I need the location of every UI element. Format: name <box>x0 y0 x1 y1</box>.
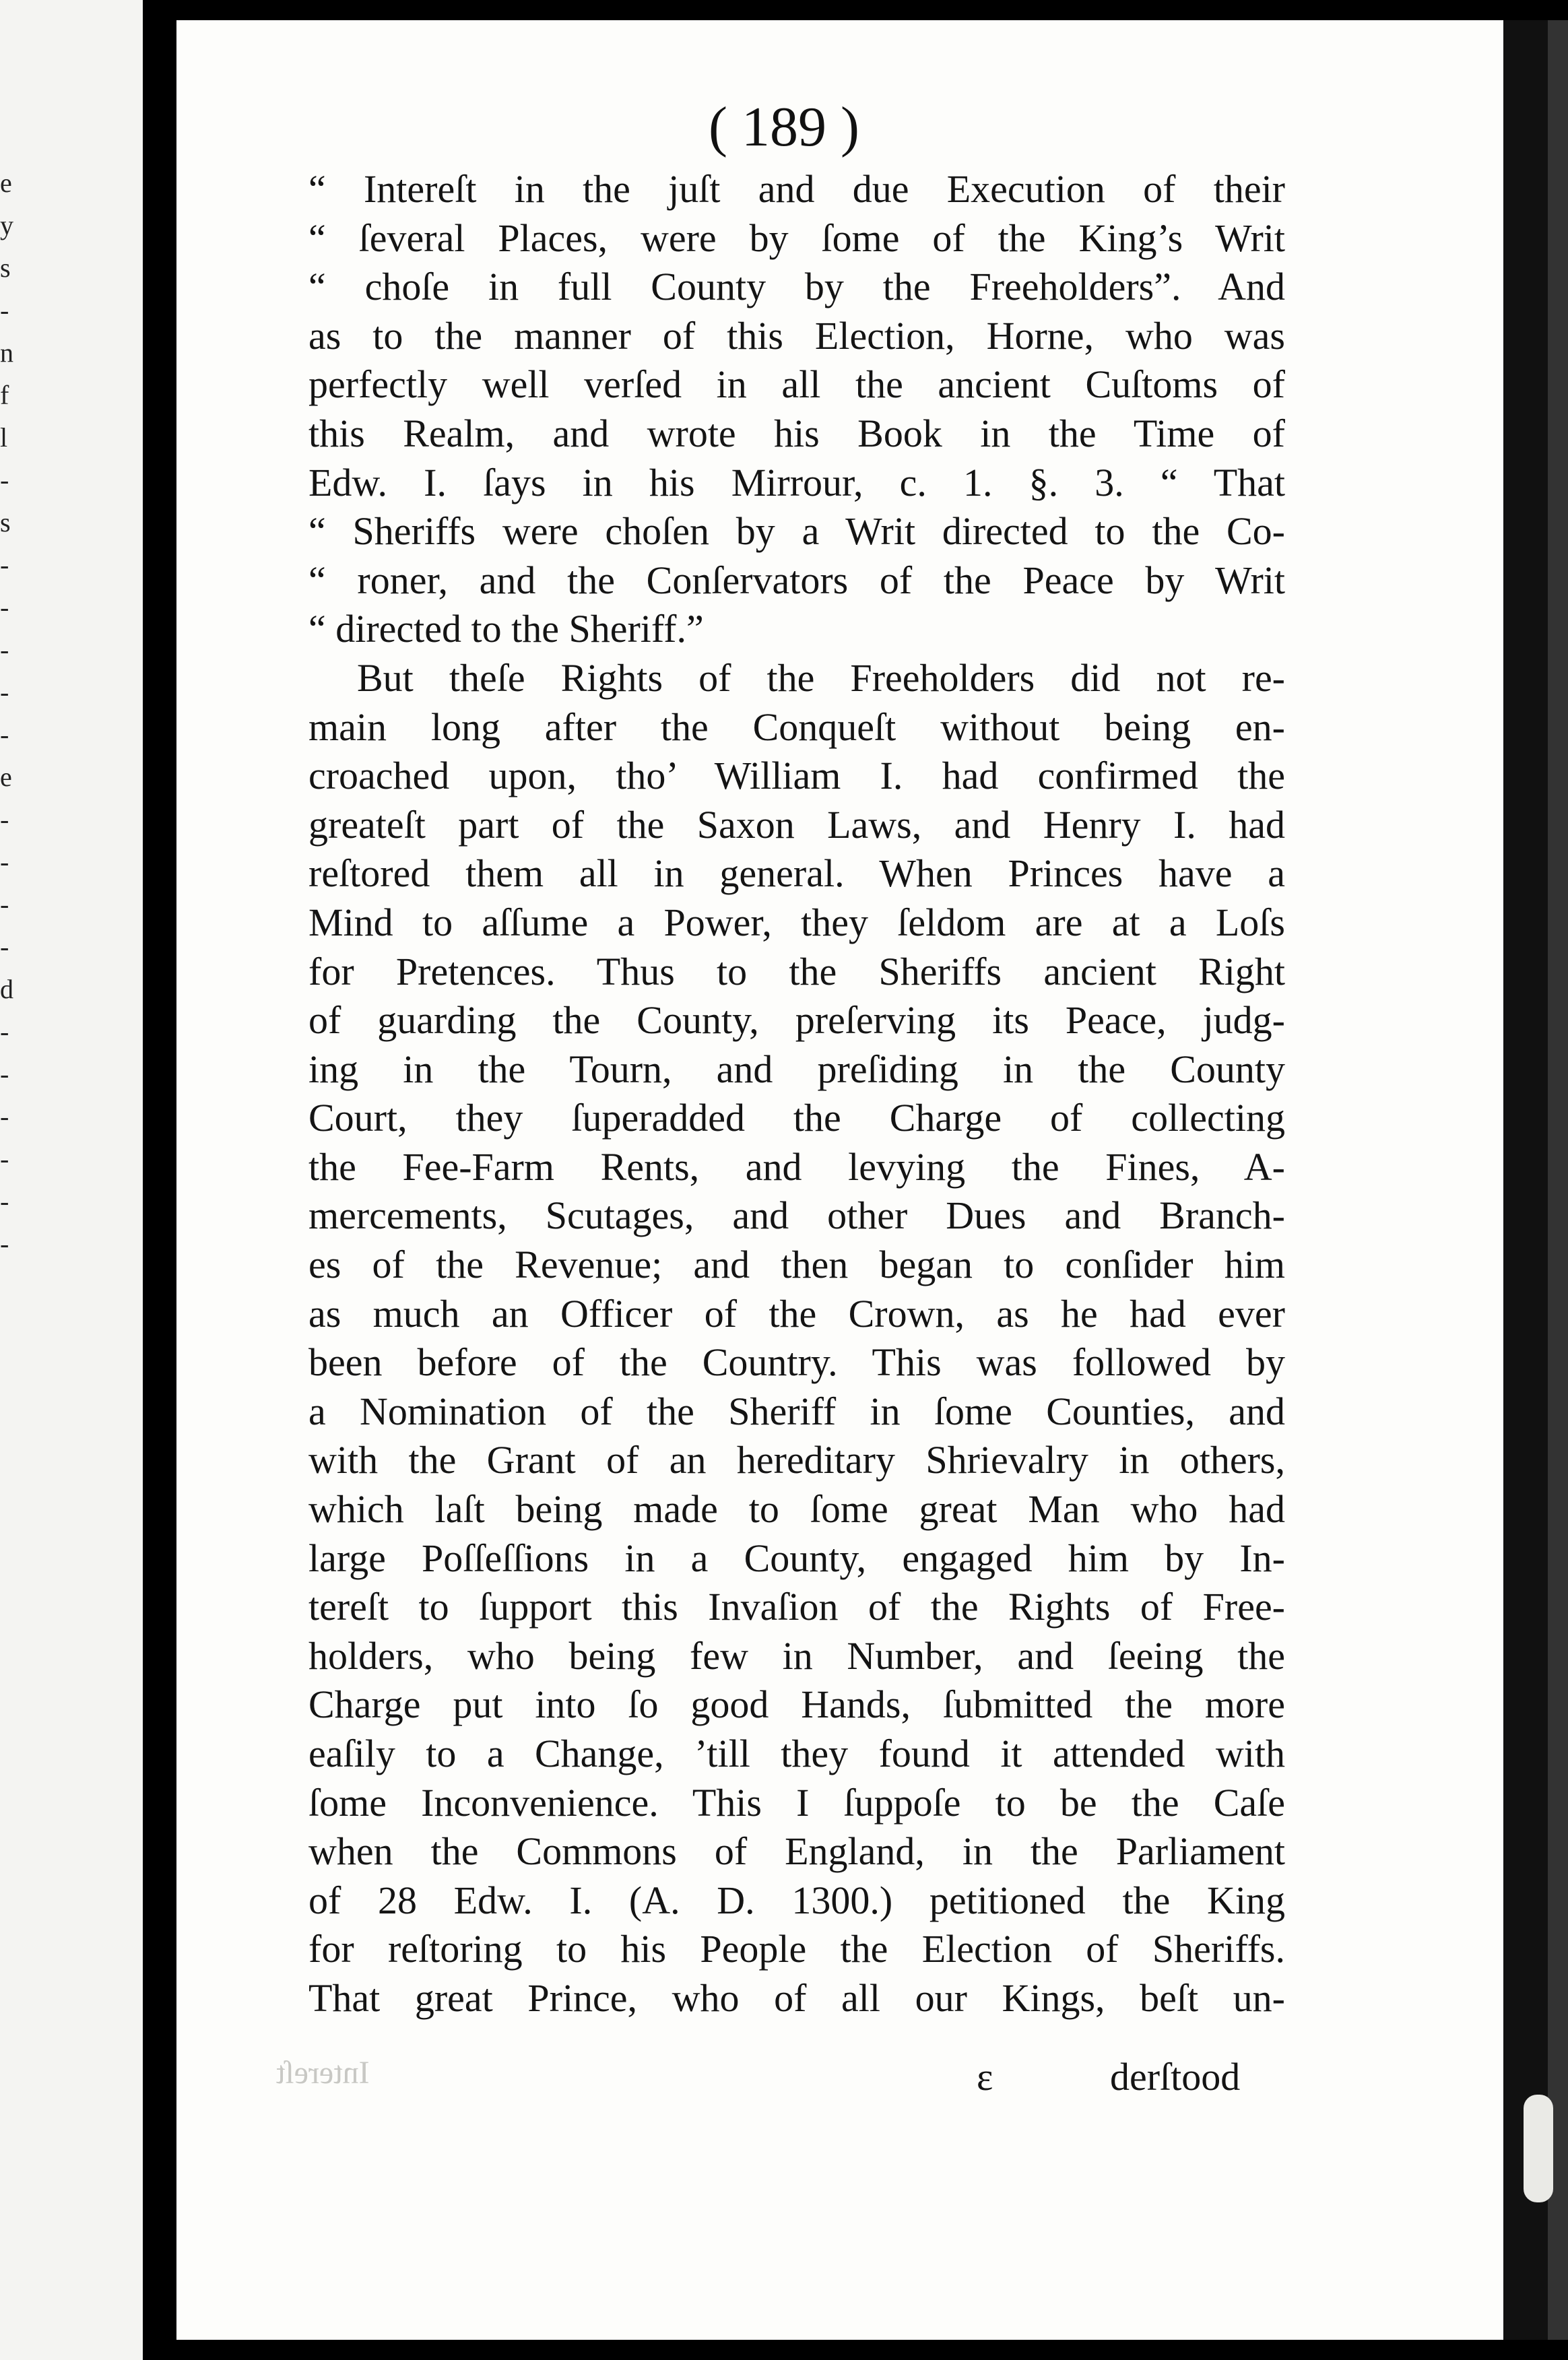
page-number: ( 189 ) <box>709 96 859 158</box>
text-line: mercements, Scutages, and other Dues and Branch- <box>308 1193 1285 1238</box>
text-line: greateſt part of the Saxon Laws, and Henry I. had <box>308 802 1285 847</box>
text-line: as much an Officer of the Crown, as he had ever <box>308 1291 1285 1336</box>
previous-page-marks: e y s - n f l - s - - - - - e - - - - d - - - - - - <box>0 168 13 1259</box>
text-line: been before of the Country. This was followed by <box>308 1340 1285 1385</box>
text-line: ing in the Tourn, and preſiding in the County <box>308 1047 1285 1091</box>
text-line: “ roner, and the Conſervators of the Peace by Writ <box>308 558 1285 602</box>
text-line: this Realm, and wrote his Book in the Time of <box>308 411 1285 455</box>
fore-edge-shadow <box>1548 20 1568 2340</box>
text-line: of guarding the County, preſerving its Peace, judg- <box>308 998 1285 1043</box>
text-line: perfectly well verſed in all the ancient Cuſtoms of <box>308 362 1285 407</box>
text-line: But theſe Rights of the Freeholders did not re- <box>357 655 1285 700</box>
text-line: tereſt to ſupport this Invaſion of the Rights of Free- <box>308 1585 1285 1629</box>
text-line: reſtored them all in general. When Princes have a <box>308 851 1285 896</box>
text-line: which laſt being made to ſome great Man who had <box>308 1487 1285 1532</box>
text-line: “ directed to the Sheriff.” <box>308 607 704 651</box>
text-line: “ Intereſt in the juſt and due Execution of their <box>308 167 1285 211</box>
text-line: ſome Inconvenience. This I ſuppoſe to be the Caſe <box>308 1780 1285 1825</box>
text-line: That great Prince, who of all our Kings, beſt un- <box>308 1975 1285 2020</box>
text-line: of 28 Edw. I. (A. D. 1300.) petitioned the King <box>308 1878 1285 1922</box>
catchword: derſtood <box>1110 2055 1241 2099</box>
text-line: for Pretences. Thus to the Sheriffs ancient Right <box>308 949 1285 993</box>
text-line: a Nomination of the Sheriff in ſome Counties, and <box>308 1389 1285 1433</box>
text-line: as to the manner of this Election, Horne, who was <box>308 313 1285 358</box>
text-line: large Poſſeſſions in a County, engaged him by In- <box>308 1536 1285 1580</box>
text-line: with the Grant of an hereditary Shrievalry in others, <box>308 1438 1285 1482</box>
text-line: main long after the Conqueſt without being en- <box>308 704 1285 749</box>
text-line: for reſtoring to his People the Election of Sheriffs. <box>308 1927 1285 1971</box>
text-line: “ ſeveral Places, were by ſome of the King’s Writ <box>308 216 1285 260</box>
page-fore-edge <box>1503 20 1568 2340</box>
text-line: es of the Revenue; and then began to conſider him <box>308 1243 1285 1287</box>
show-through-text: Intereſt <box>276 2055 370 2091</box>
text-line: Edw. I. ſays in his Mirrour, c. 1. §. 3. “ That <box>308 460 1285 504</box>
signature-mark: ε <box>977 2055 993 2099</box>
text-line: when the Commons of England, in the Parliament <box>308 1829 1285 1874</box>
fore-edge-highlight <box>1524 2095 1553 2202</box>
text-line: “ choſe in full County by the Freeholders”. And <box>308 265 1285 309</box>
text-line: Mind to aſſume a Power, they ſeldom are at a Loſs <box>308 900 1285 944</box>
body-text <box>308 165 1285 2023</box>
text-line: the Fee-Farm Rents, and levying the Fines, A- <box>308 1144 1285 1189</box>
text-line: “ Sheriffs were choſen by a Writ directed to the Co- <box>308 509 1285 554</box>
text-line: Court, they ſuperadded the Charge of collecting <box>308 1096 1285 1140</box>
text-line: eaſily to a Change, ’till they found it attended with <box>308 1732 1285 1775</box>
text-line: holders, who being few in Number, and ſeeing the <box>308 1633 1285 1678</box>
text-line: croached upon, tho’ William I. had confirmed the <box>308 754 1285 798</box>
previous-page-edge <box>0 0 143 2360</box>
text-line: Charge put into ſo good Hands, ſubmitted the more <box>308 1682 1285 1727</box>
